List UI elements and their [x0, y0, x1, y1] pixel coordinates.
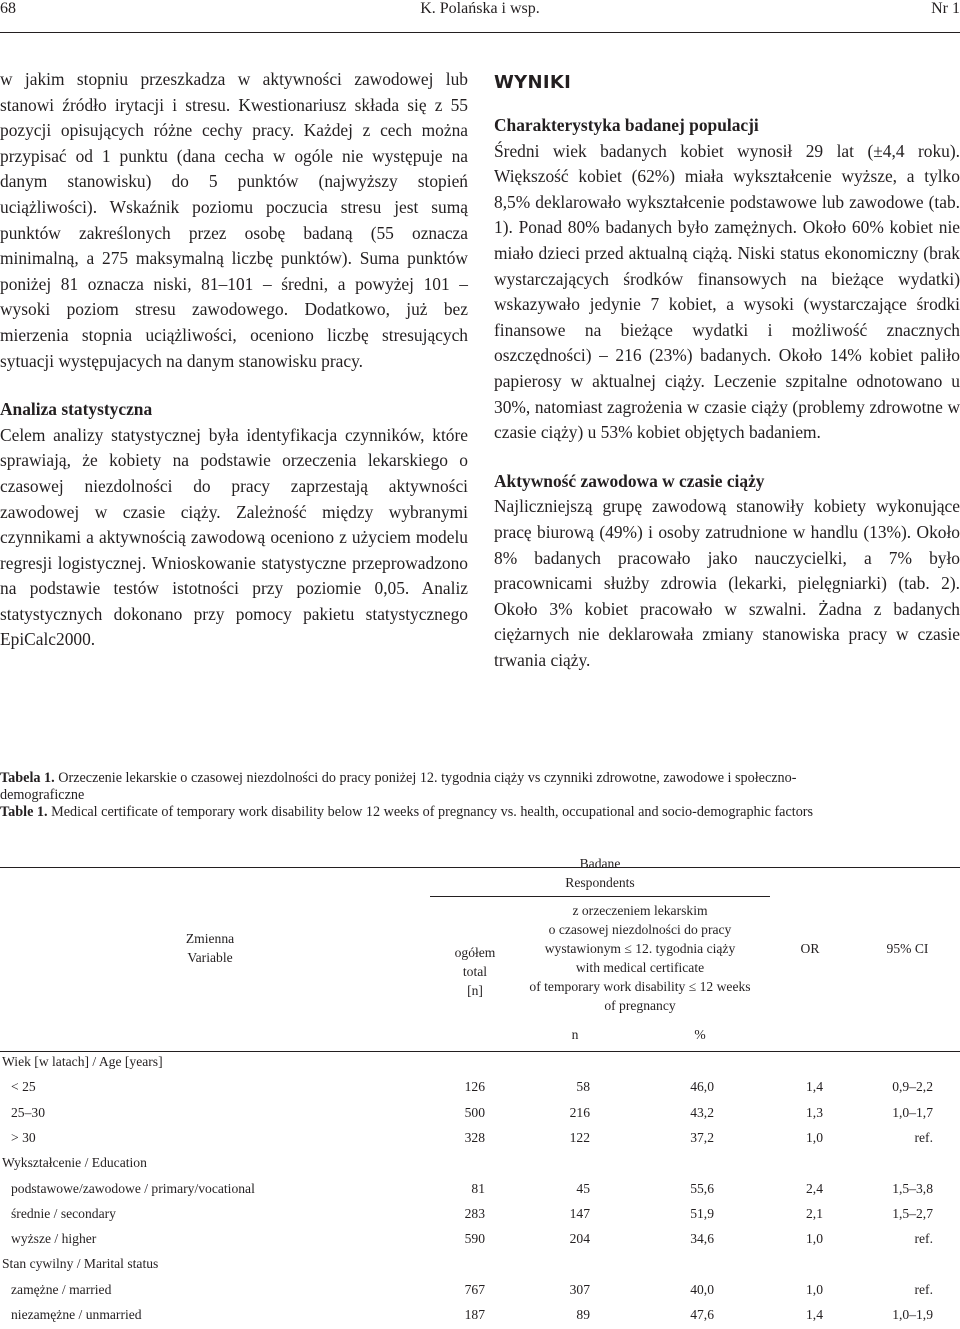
cell-n: 204 [569, 1231, 590, 1247]
row-label: zamężne / married [11, 1281, 112, 1297]
cell-pct: 47,6 [690, 1307, 714, 1322]
right-column [494, 70, 960, 673]
cell-ci: 1,5–2,7 [892, 1205, 933, 1221]
header-respondents: Respondents [565, 875, 635, 890]
header-badane: Badane [579, 856, 621, 871]
cell-n: 147 [569, 1205, 590, 1221]
header-cert-4: with medical certificate [575, 960, 705, 975]
cell-or: 1,0 [806, 1231, 823, 1247]
cell-ci: 1,5–3,8 [892, 1180, 933, 1196]
caption-pl-text: Orzeczenie lekarskie o czasowej niezdolności do pracy poniżej 12. tygodnia ciąży vs czynniki zdrowotne, zawodowe i społeczno-demograficzne [0, 770, 797, 803]
header-pct: % [694, 1027, 706, 1042]
cell-pct: 51,9 [690, 1205, 714, 1221]
cell-n: 58 [576, 1079, 590, 1095]
cell-n: 122 [569, 1129, 590, 1145]
stat-heading: Analiza statystyczna [0, 399, 153, 420]
cell-pct: 43,2 [690, 1104, 714, 1120]
cell-pct: 55,6 [690, 1180, 714, 1196]
cell-ci: ref. [914, 1231, 933, 1247]
caption-pl-label: Tabela 1. [0, 770, 55, 786]
cell-n: 307 [569, 1281, 590, 1297]
stat-paragraph: Celem analizy statystycznej była identyfikacja czynników, które sprawiają, że kobiety na podstawie orzeczenia lekarskiego o czasowej niezdolności do pracy zaprzestają aktywności zawodowej w czasie ciąży. Zależność między wybranymi czynnikami a aktywnością zawodową oceniono z użyciem modelu regresji logistycznej. Wnioskowanie statystyczne przeprowadzono na podstawie testów istotności przy poziomie 0,05. Analiz statystycznych dokonano przy pomocy pakietu statystycznego EpiCalc2000. [0, 424, 468, 650]
cell-ci: ref. [914, 1281, 933, 1297]
cell-ci: 1,0–1,7 [892, 1104, 933, 1120]
header-ogolem: ogółem [454, 945, 496, 960]
cell-total: 590 [464, 1231, 485, 1247]
running-header [0, 0, 960, 26]
cell-total: 767 [464, 1281, 485, 1297]
header-cert-2: o czasowej niezdolności do pracy [548, 922, 732, 937]
header-cert-3: wystawionym ≤ 12. tygodnia ciąży [544, 941, 736, 956]
issue-number: Nr 1 [931, 0, 960, 17]
cell-total: 81 [471, 1180, 485, 1196]
cell-pct: 34,6 [690, 1231, 714, 1247]
cell-ci: 0,9–2,2 [892, 1079, 933, 1095]
cell-n: 89 [576, 1307, 590, 1322]
cell-or: 1,4 [806, 1307, 823, 1322]
cell-or: 1,4 [806, 1079, 823, 1095]
method-paragraph: w jakim stopniu przeszkadza w aktywności zawodowej lub stanowi źródło irytacji i stresu. Kwestionariusz składa się z 55 pozycji opisujących różne cechy pracy. Każdej z cech można przypisać od 1 punktu (dana cecha w ogóle nie występuje na danym stanowisku) do 5 punktów (najwyższy stopień uciążliwości). Wskaźnik poziomu poczucia stresu jest sumą punktów zakreślonych przez osobę badaną (55 oznacza minimalną, a 275 maksymalną liczbę punktów). Suma punktów poniżej 81 oznacza niski, 81–101 – średni, a powyżej 101 – wysoki poziom stresu zawodowego. Dodatkowo, już bez mierzenia stopnia uciążliwości, oceniono liczbę stresujących sytuacji występujacych na danym stanowisku pracy. [0, 69, 468, 371]
cell-pct: 37,2 [690, 1129, 714, 1145]
table-top-rule [0, 867, 960, 868]
caption-en-label: Table 1. [0, 804, 48, 820]
cell-or: 1,0 [806, 1281, 823, 1297]
group-label: Wiek [w latach] / Age [years] [2, 1054, 163, 1069]
running-authors: K. Polańska i wsp. [420, 0, 540, 17]
table-caption [0, 770, 880, 821]
row-label: niezamężne / unmarried [11, 1307, 142, 1322]
header-zmienna: Zmienna [185, 931, 235, 946]
population-paragraph: Średni wiek badanych kobiet wynosił 29 lat (±4,4 roku). Większość kobiet (62%) miała wykształcenie wyższe, a tylko 8,5% deklarowało wykształcenie podstawowe lub zawodowe (tab. 1). Ponad 80% badanych było zamężnych. Około 60% kobiet nie miało dzieci przed aktualną ciążą. Niski status ekonomiczny (brak wystarczających środków finansowych na bieżące wydatki) wskazywało jedynie 7 kobiet, a wysoki (wystarczające środki finansowe na bieżące wydatki i możliwość znacznych oszczędności) – 216 (23%) badanych. Około 14% kobiet paliło papierosy w aktualnej ciąży. Leczenie szpitalne odnotowano u 30%, natomiast zagrożenia w czasie ciąży (problemy zdrowotne w czasie ciąży) u 53% kobiet objętych badaniem. [494, 140, 960, 443]
cell-pct: 40,0 [690, 1281, 714, 1297]
work-heading: Aktywność zawodowa w czasie ciąży [494, 470, 765, 491]
row-label: wyższe / higher [11, 1231, 97, 1247]
header-or: OR [800, 941, 820, 956]
header-rule [0, 32, 960, 33]
header-total-n: [n] [467, 983, 483, 998]
row-label: średnie / secondary [11, 1205, 116, 1221]
row-label: 25–30 [11, 1104, 45, 1120]
cell-total: 328 [464, 1129, 485, 1145]
row-label: podstawowe/zawodowe / primary/vocational [11, 1180, 255, 1196]
section-title: WYNIKI [494, 72, 572, 93]
cell-ci: 1,0–1,9 [892, 1307, 933, 1322]
respondents-rule [430, 896, 770, 897]
header-cert-6: of pregnancy [604, 998, 676, 1013]
cell-ci: ref. [914, 1129, 933, 1145]
group-label: Stan cywilny / Marital status [2, 1256, 159, 1272]
cell-or: 2,1 [806, 1205, 823, 1221]
caption-en [0, 804, 880, 821]
group-label: Wykształcenie / Education [2, 1155, 147, 1171]
page-number: 68 [0, 0, 16, 17]
population-heading: Charakterystyka badanej populacji [494, 115, 759, 135]
header-cert-5: of temporary work disability ≤ 12 weeks [529, 979, 751, 994]
cell-or: 1,3 [806, 1104, 823, 1120]
row-label: > 30 [11, 1129, 36, 1145]
cell-n: 45 [576, 1180, 590, 1196]
cell-or: 2,4 [806, 1180, 823, 1196]
caption-en-text: Medical certificate of temporary work disability below 12 weeks of pregnancy vs. health, occupational and socio-demographic factors [47, 804, 814, 820]
left-column [0, 67, 468, 653]
cell-total: 187 [464, 1307, 485, 1322]
header-cert-1: z orzeczeniem lekarskim [572, 903, 708, 918]
work-paragraph: Najliczniejszą grupę zawodową stanowiły kobiety wykonujące pracę biurową (49%) i osoby zatrudnione w handlu (13%). Około 8% badanych pracowało jako nauczycielki, a 7% było pracownicami służby zdrowia (lekarki, pielęgniarki) (tab. 2). Około 3% kobiet pracowało w szwalni. Żadna z badanych ciężarnych nie deklarowała zmiany stanowiska pracy w czasie trwania ciąży. [494, 496, 960, 670]
cell-total: 283 [464, 1205, 485, 1221]
caption-pl [0, 770, 880, 804]
cell-pct: 46,0 [690, 1079, 714, 1095]
cell-or: 1,0 [806, 1129, 823, 1145]
cell-total: 126 [464, 1079, 485, 1095]
header-variable: Variable [187, 950, 233, 965]
header-total: total [462, 964, 488, 979]
cell-n: 216 [569, 1104, 590, 1120]
row-label: < 25 [11, 1079, 36, 1095]
header-n: n [571, 1027, 579, 1042]
header-ci: 95% CI [886, 941, 929, 956]
cell-total: 500 [464, 1104, 485, 1120]
